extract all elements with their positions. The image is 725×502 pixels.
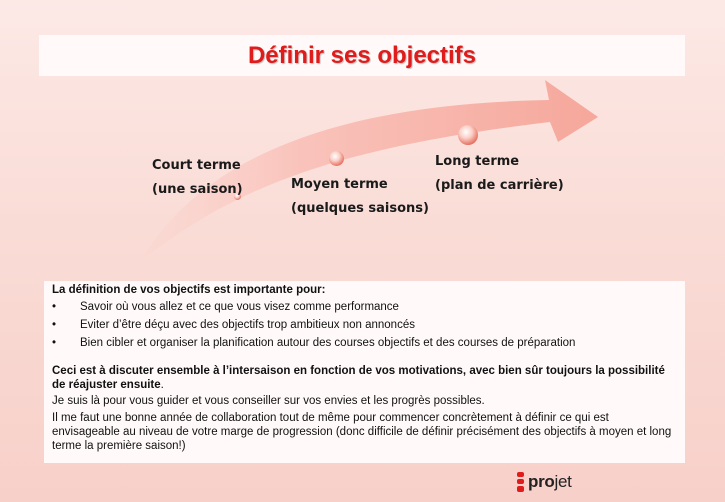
stage-short-term bbox=[152, 154, 243, 202]
list-item: • Bien cibler et organiser la planification autour des courses objectifs et des courses de préparation bbox=[52, 337, 576, 349]
list-item: • Eviter d’être déçu avec des objectifs trop ambitieux non annoncés bbox=[52, 319, 415, 331]
stage-long-title: Long terme bbox=[435, 154, 520, 169]
guidance-paragraph: Je suis là pour vous guider et vous conseiller sur vos envies et les progrès possibles. bbox=[52, 395, 485, 407]
collaboration-paragraph: Il me faut une bonne année de collaboration tout de même pour commencer concrètement à définir ce qui est envisageable au niveau de votre marge de progression (donc difficile de définir précisément des objectifs à moyen et long terme la première saison!) bbox=[52, 412, 672, 452]
stage-long-term bbox=[435, 150, 564, 198]
objectives-list bbox=[52, 300, 677, 350]
stage-long-sub: (plan de carrière) bbox=[435, 178, 564, 193]
stage-medium-title: Moyen terme bbox=[291, 177, 388, 192]
stage-dot-medium bbox=[329, 151, 344, 166]
logo-mark-icon bbox=[517, 471, 525, 493]
bullet: • bbox=[52, 301, 57, 313]
stage-medium-sub: (quelques saisons) bbox=[291, 201, 429, 216]
stage-medium-term bbox=[291, 173, 429, 221]
stage-short-title: Court terme bbox=[152, 158, 241, 173]
page-title: Définir ses objectifs bbox=[247, 41, 477, 69]
list-item: • Savoir où vous allez et ce que vous visez comme performance bbox=[52, 301, 399, 313]
projet-logo bbox=[517, 471, 572, 493]
bullet: • bbox=[52, 319, 57, 331]
discussion-paragraph: Ceci est à discuter ensemble à l’intersaison en fonction de vos motivations, avec bien sûr toujours la possibilité de réajuster ensuite. bbox=[52, 365, 665, 391]
info-panel bbox=[44, 281, 685, 463]
stage-short-sub: (une saison) bbox=[152, 182, 243, 197]
stage-dot-long bbox=[458, 125, 478, 145]
info-intro: La définition de vos objectifs est importante pour: bbox=[52, 284, 326, 296]
logo-text: projet bbox=[528, 472, 572, 491]
bullet: • bbox=[52, 337, 57, 349]
